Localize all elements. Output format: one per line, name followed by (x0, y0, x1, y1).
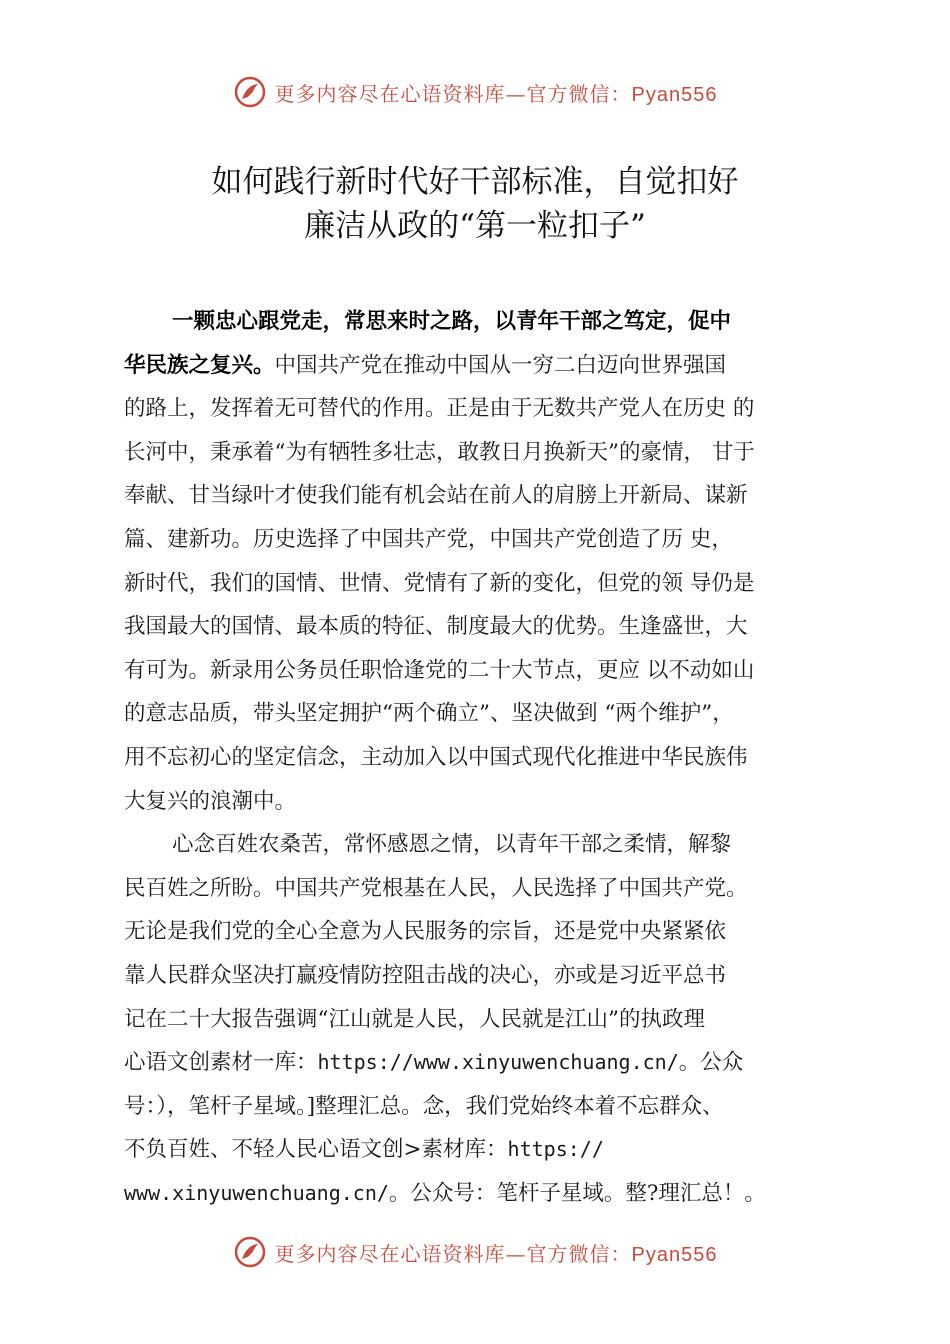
title-line-2: 廉洁从政的“第一粒扣子” (304, 208, 646, 244)
paragraph-1-line-8: 我国最大的国情、最本质的特征、制度最大的优势。生逢盛世，大 (124, 614, 748, 640)
paragraph-2-line-7: 号：），笔杆子星域。]整理汇总。念，我们党始终本着不忘群众、 (124, 1093, 724, 1119)
brand-logo-icon (233, 1235, 267, 1269)
title-line-1: 如何践行新时代好干部标准，自觉扣好 (211, 164, 739, 200)
banner-title: 更多内容尽在心语资料库 (274, 81, 506, 106)
paragraph-1-line-3: 的路上，发挥着无可替代的作用。正是由于无数共产党人在历史 的 (124, 396, 755, 422)
banner-wechat-label: 官方微信： (526, 81, 632, 106)
paragraph-1-line-11: 用不忘初心的坚定信念，主动加入以中国式现代化推进中华民族伟 (124, 744, 748, 770)
page-title (0, 160, 950, 248)
banner-dash: — (505, 1241, 527, 1266)
paragraph-2-line-6-lead: 心语文创素材一库： (124, 1050, 318, 1076)
paragraph-1-line-9: 有可为。新录用公务员任职恰逢党的二十大节点，更应 以不动如山 (124, 657, 755, 683)
paragraph-1-bold-lead: 华民族之复兴。 (124, 352, 275, 378)
paragraph-1-line-2-rest: 中国共产党在推动中国从一穷二白迈向世界强国 (274, 352, 727, 378)
paragraph-2-line-3: 无论是我们党的全心全意为人民服务的宗旨，还是党中央紧紧依 (124, 919, 727, 945)
paragraph-2-line-2: 民百姓之所盼。中国共产党根基在人民，人民选择了中国共产党。 (124, 875, 748, 901)
paragraph-1-line-6: 篇、建新功。历史选择了中国共产党，中国共产党创造了历 史， (124, 526, 733, 552)
banner-text (275, 78, 718, 107)
header-banner (0, 72, 950, 112)
banner-text (275, 1238, 718, 1267)
paragraph-1-line-12: 大复兴的浪潮中。 (124, 788, 297, 814)
source-url-link-2-cont[interactable]: www.xinyuwenchuang.cn/ (124, 1180, 389, 1205)
banner-wechat-id: Pyan556 (631, 1243, 718, 1266)
paragraph-1-line-7: 新时代，我们的国情、世情、党情有了新的变化，但党的领 导仍是 (124, 570, 755, 596)
banner-title: 更多内容尽在心语资料库 (274, 1241, 506, 1266)
footer-banner (0, 1232, 950, 1272)
paragraph-2-line-9-tail: 。公众号：笔杆子星域。整?理汇总！。 (388, 1180, 766, 1206)
paragraph-1-line-1: 一颗忠心跟党走，常思来时之路，以青年干部之笃定，促中 (172, 309, 732, 334)
brand-logo-icon (233, 75, 267, 109)
source-url-link-2[interactable]: https:// (507, 1137, 604, 1162)
document-body (124, 300, 864, 1215)
paragraph-2-line-6 (124, 1041, 864, 1085)
source-url-link-1[interactable]: https://www.xinyuwenchuang.cn/ (317, 1050, 679, 1075)
paragraph-2-line-8-lead: 不负百姓、不轻人民心语文创>素材库： (124, 1137, 508, 1163)
paragraph-1-line-10: 的意志品质，带头坚定拥护“两个确立”、坚决做到 “两个维护”， (124, 701, 734, 727)
paragraph-1-line-5: 奉献、甘当绿叶才使我们能有机会站在前人的肩膀上开新局、谋新 (124, 483, 748, 509)
paragraph-2-line-6-tail: 。公众 (678, 1050, 744, 1076)
paragraph-1-line-4: 长河中，秉承着“为有牺牲多壮志，敢教日月换新天”的豪情， 甘于 (124, 439, 755, 465)
paragraph-2-line-4: 靠人民群众坚决打赢疫情防控阻击战的决心，亦或是习近平总书 (124, 962, 727, 988)
paragraph-2-line-5: 记在二十大报告强调“江山就是人民，人民就是江山”的执政理 (124, 1006, 705, 1032)
banner-wechat-id: Pyan556 (631, 83, 718, 106)
paragraph-2-line-9 (124, 1172, 864, 1216)
paragraph-2-line-8 (124, 1128, 864, 1172)
banner-dash: — (505, 81, 527, 106)
banner-wechat-label: 官方微信： (526, 1241, 632, 1266)
paragraph-2-line-1: 心念百姓农桑苦，常怀感恩之情，以青年干部之柔情，解黎 (172, 832, 732, 858)
paragraph-1-line-2 (124, 344, 864, 388)
